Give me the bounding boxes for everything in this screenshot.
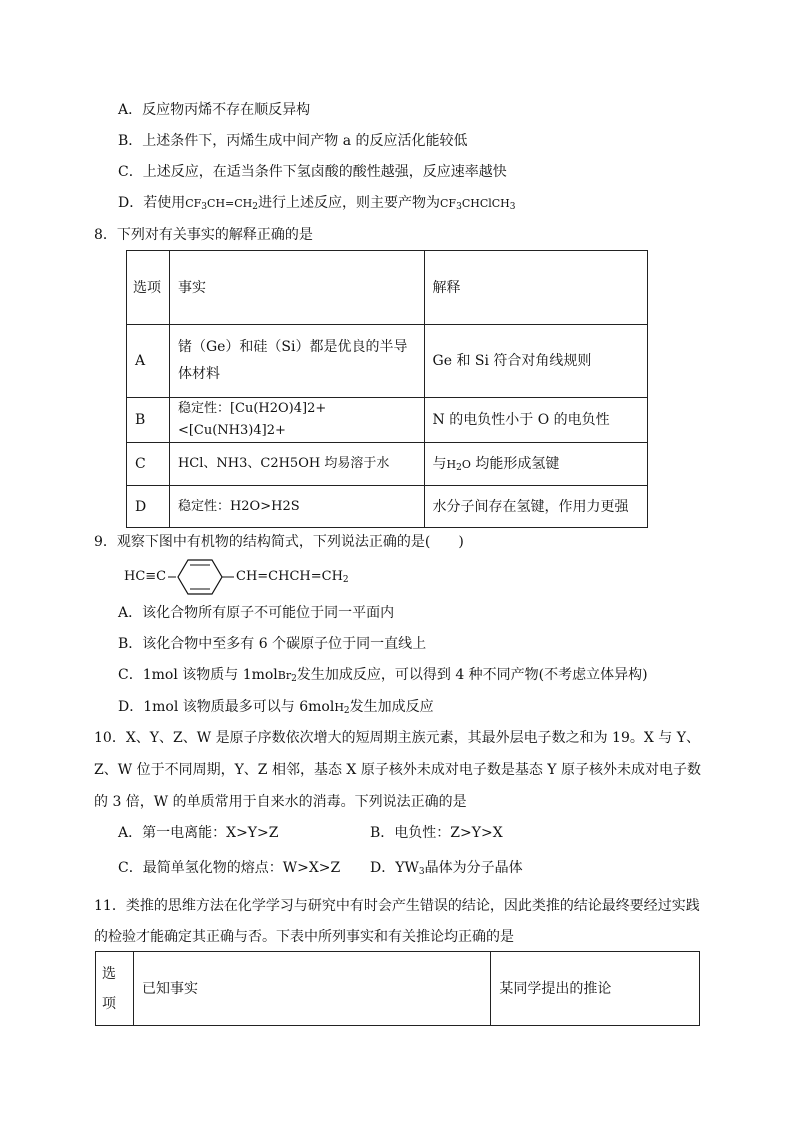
q7-option-c: C．上述反应，在适当条件下氢卤酸的酸性越强，反应速率越快 — [118, 164, 507, 180]
q10-stem-line-3: 的 3 倍，W 的单质常用于自来水的消毒。下列说法正确的是 — [94, 794, 467, 810]
benzene-ring-icon — [168, 558, 236, 598]
q8-header-explanation: 解释 — [424, 251, 647, 325]
table-row — [127, 486, 648, 528]
q8-row-c-option: C — [127, 443, 170, 486]
q8-row-c-explanation: 与$H_2O$ 均能形成氢键 — [424, 443, 647, 486]
q11-stem-line-2: 的检验才能确定其正确与否。下表中所列事实和有关推论均正确的是 — [94, 929, 514, 945]
q8-row-a-fact: 锗（Ge）和硅（Si）都是优良的半导体材料 — [169, 325, 424, 398]
q8-row-d-option: D — [127, 486, 170, 528]
q9-option-b: B．该化合物中至多有 6 个碳原子位于同一直线上 — [118, 636, 427, 652]
q10-option-a: A．第一电离能：X>Y>Z — [118, 825, 279, 841]
q9-option-a: A．该化合物所有原子不可能位于同一平面内 — [118, 605, 395, 621]
q10-option-b: B．电负性：Z>Y>X — [370, 825, 503, 841]
q11-header-inference: 某同学提出的推论 — [491, 952, 700, 1026]
q8-table — [126, 250, 648, 528]
q11-header-row — [96, 952, 700, 1026]
q7-option-a: A．反应物丙烯不存在顺反异构 — [118, 102, 311, 118]
q10-stem-line-1: 10．X、Y、Z、W 是原子序数依次增大的短周期主族元素，其最外层电子数之和为 19。X 与 Y、 — [94, 730, 700, 746]
q9-stem: 9．观察下图中有机物的结构简式，下列说法正确的是( ) — [94, 534, 464, 550]
q8-row-a-option: A — [127, 325, 170, 398]
q7-d-formula-2: $CF_3CHClCH_3$ — [440, 197, 516, 212]
q7-option-b: B．上述条件下，丙烯生成中间产物 a 的反应活化能较低 — [118, 133, 468, 149]
q9-structure-formula — [124, 558, 364, 598]
q7-option-d — [118, 196, 516, 210]
q8-row-b-fact: 稳定性：[Cu(H2O)4]2+<[Cu(NH3)4]2+ — [169, 398, 424, 443]
q8-stem: 8．下列对有关事实的解释正确的是 — [94, 227, 313, 243]
q10-option-d: D．$YW_3$晶体为分子晶体 — [370, 860, 523, 877]
q11-table — [95, 951, 700, 1026]
q8-row-d-explanation: 水分子间存在氢键，作用力更强 — [424, 486, 647, 528]
q8-row-b-explanation: N 的电负性小于 O 的电负性 — [424, 398, 647, 443]
table-row — [127, 443, 648, 486]
q10-stem-line-2: Z、W 位于不同周期，Y、Z 相邻，基态 X 原子核外未成对电子数是基态 Y 原子核外未成对电子数 — [94, 762, 701, 778]
q10-option-c: C．最简单氢化物的熔点：W>X>Z — [118, 860, 341, 876]
q9-struct-right: $CH=CHCH=CH_2$ — [236, 569, 349, 585]
q7-d-prefix: D．若使用 — [118, 195, 186, 211]
q8-row-d-fact: 稳定性：H2O>H2S — [169, 486, 424, 528]
q9-option-d: D．1mol 该物质最多可以与 6molH$_2$发生加成反应 — [118, 699, 434, 716]
q9-struct-left: HC≡C — [124, 569, 167, 584]
q8-header-option: 选项 — [127, 251, 170, 325]
q8-row-b-option: B — [127, 398, 170, 443]
q8-row-a-explanation: Ge 和 Si 符合对角线规则 — [424, 325, 647, 398]
q8-row-c-fact: HCl、NH3、C2H5OH 均易溶于水 — [169, 443, 424, 486]
q11-header-option: 选项 — [96, 952, 134, 1026]
q11-header-known-fact: 已知事实 — [133, 952, 490, 1026]
q7-d-formula-1: $CF_3CH=CH_2$ — [185, 197, 259, 212]
q11-stem-line-1: 11．类推的思维方法在化学学习与研究中有时会产生错误的结论，因此类推的结论最终要经过实践 — [94, 898, 700, 914]
q8-header-row — [127, 251, 648, 325]
table-row — [127, 325, 648, 398]
table-row — [127, 398, 648, 443]
q7-d-middle: 进行上述反应，则主要产物为 — [258, 195, 441, 211]
q8-header-fact: 事实 — [169, 251, 424, 325]
q9-option-c: C．1mol 该物质与 1molBr$_2$发生加成反应，可以得到 4 种不同产物(不考虑立体异构) — [118, 667, 648, 684]
